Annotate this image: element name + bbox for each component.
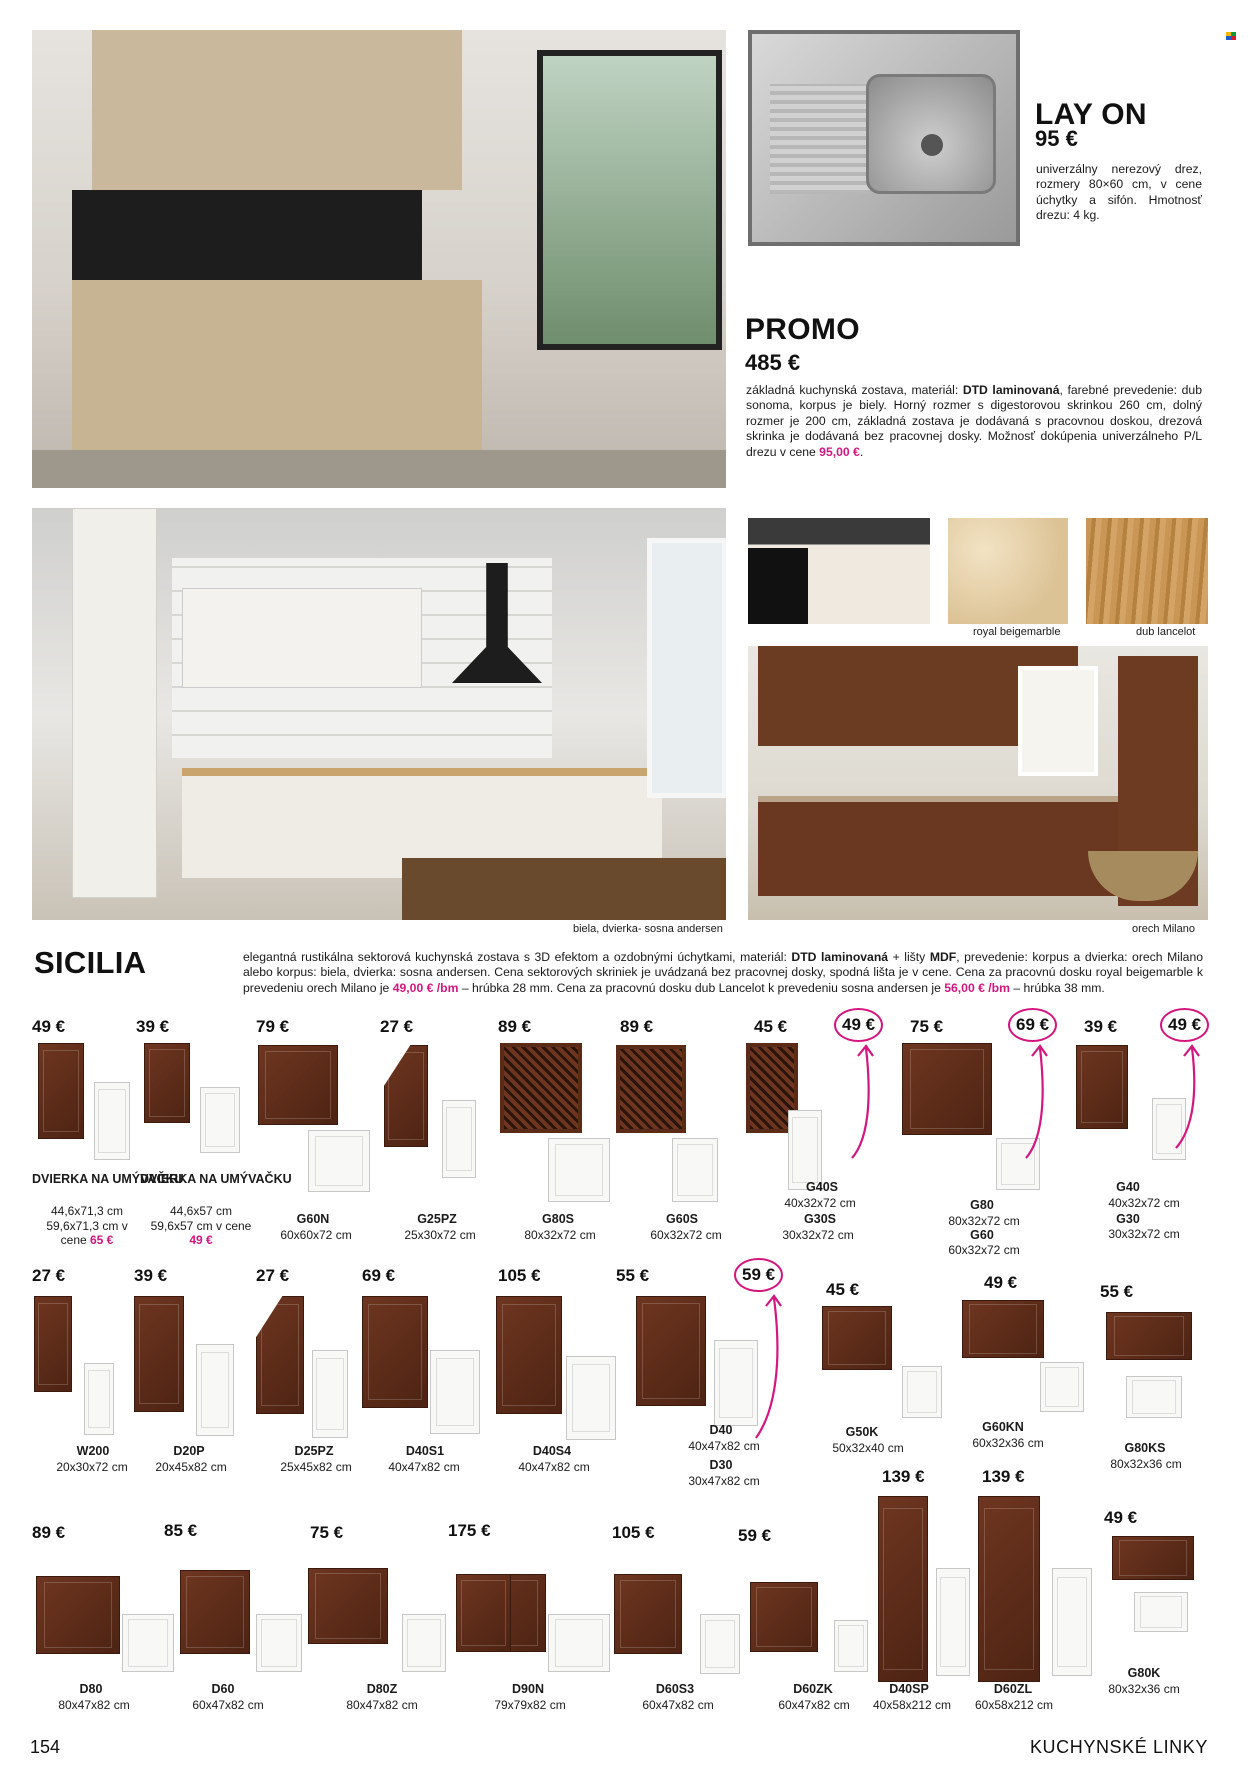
- product-code: D30: [709, 1458, 733, 1472]
- cabinet-white-oven: [834, 1620, 868, 1672]
- price: 49 €: [1104, 1508, 1138, 1527]
- cabinet-walnut-tall: [878, 1496, 928, 1682]
- product-code: G60N: [296, 1212, 330, 1226]
- arrow-pointer-g40s: [846, 1040, 886, 1160]
- product-dimensions: 40x32x72 cm: [784, 1196, 856, 1210]
- product-dimensions: 40x47x82 cm: [688, 1439, 760, 1453]
- cabinet-white: [84, 1363, 114, 1435]
- price: 75 €: [910, 1017, 944, 1036]
- cabinet-white: [312, 1350, 348, 1438]
- product-dimensions: 25x45x82 cm: [280, 1460, 352, 1474]
- cabinet-white: [1126, 1376, 1182, 1418]
- product-code: G25PZ: [417, 1212, 457, 1226]
- cabinet-walnut-corner-front: [456, 1574, 511, 1652]
- product-code: D25PZ: [294, 1444, 334, 1458]
- cabinet-white-drawers: [700, 1614, 740, 1674]
- product-dimensions: 25x30x72 cm: [404, 1228, 476, 1242]
- cabinet-white-tall: [936, 1568, 970, 1676]
- cabinet-white-drawers: [566, 1356, 616, 1440]
- kitchen-photo-promo: [32, 30, 726, 488]
- promo-price: 485 €: [745, 350, 801, 375]
- cabinet-white: [902, 1366, 942, 1418]
- product-dimensions: 44,6x71,3 cm 59,6x71,3 cm v cene 65 €: [46, 1204, 128, 1247]
- product-dimensions: 60x60x72 cm: [280, 1228, 352, 1242]
- product-code: D40S4: [532, 1444, 572, 1458]
- cabinet-walnut: [308, 1568, 388, 1644]
- product-code: D90N: [512, 1682, 544, 1696]
- product-code: G80S: [542, 1212, 574, 1226]
- product-code: G60S: [666, 1212, 698, 1226]
- price: 89 €: [620, 1017, 654, 1036]
- lay-on-price: 95 €: [1035, 126, 1078, 151]
- product-code: D80Z: [366, 1682, 398, 1696]
- product-code: D40: [709, 1423, 733, 1437]
- cabinet-walnut: [362, 1296, 428, 1408]
- cabinet-walnut: [902, 1043, 992, 1135]
- price: 105 €: [498, 1266, 541, 1285]
- product-dimensions: 60x32x36 cm: [972, 1436, 1044, 1450]
- product-code: D20P: [173, 1444, 205, 1458]
- product-dimensions: 60x47x82 cm: [192, 1698, 264, 1712]
- cabinet-walnut: [134, 1296, 184, 1412]
- price: 27 €: [32, 1266, 66, 1285]
- swatch-royal-beigemarble: [948, 518, 1068, 624]
- product-code: G80KS: [1124, 1441, 1166, 1455]
- promo-title: PROMO: [745, 313, 860, 346]
- product-code: D80: [79, 1682, 103, 1696]
- cabinet-walnut: [258, 1045, 338, 1125]
- price: 89 €: [498, 1017, 532, 1036]
- sicilia-title: SICILIA: [34, 945, 147, 980]
- price: 139 €: [882, 1467, 925, 1486]
- product-code: G30S: [804, 1212, 836, 1226]
- price: 39 €: [1084, 1017, 1118, 1036]
- cabinet-walnut-drawers: [496, 1296, 562, 1414]
- product-code: D40SP: [889, 1682, 929, 1696]
- product-dimensions: 79x79x82 cm: [494, 1698, 566, 1712]
- product-code: D60S3: [655, 1682, 695, 1696]
- cabinet-walnut: [636, 1296, 706, 1406]
- product-dimensions: 44,6x57 cm 59,6x57 cm v cene 49 €: [150, 1204, 252, 1247]
- price-circled: 69 €: [1008, 1008, 1057, 1042]
- cabinet-white-tall: [1052, 1568, 1092, 1676]
- price: 79 €: [256, 1017, 290, 1036]
- product-dimensions: 80x47x82 cm: [58, 1698, 130, 1712]
- cabinet-walnut-tall: [978, 1496, 1040, 1682]
- product-dimensions: 80x32x36 cm: [1110, 1457, 1182, 1471]
- caption-biela: biela, dvierka- sosna andersen: [573, 923, 723, 935]
- arrow-pointer-g40: [1172, 1040, 1212, 1150]
- product-code: G80K: [1127, 1666, 1161, 1680]
- cabinet-white: [788, 1110, 822, 1190]
- product-code: W200: [76, 1444, 110, 1458]
- cabinet-white: [256, 1614, 302, 1672]
- price: 27 €: [380, 1017, 414, 1036]
- price: 69 €: [362, 1266, 396, 1285]
- promo-description: základná kuchynská zostava, materiál: DTD laminovaná, farebné prevedenie: dub sonoma, korpus je biely. Horný rozmer s digestorovou skrinkou 260 cm, dolný rozmer je 200 cm, základná zostava je dodávaná s pracovnou doskou, drezová skrinka je dodávaná bez pracovnej dosky. Možnosť dokúpenia univerzálneho P/L drezu v cene 95,00 €.: [746, 383, 1202, 459]
- cabinet-white: [122, 1614, 174, 1672]
- product-dimensions: 60x58x212 cm: [974, 1698, 1054, 1712]
- arrow-pointer-d40: [752, 1290, 792, 1440]
- brand-flag-icon: [1226, 32, 1236, 40]
- product-dimensions: 50x32x40 cm: [832, 1441, 904, 1455]
- cabinet-walnut: [1112, 1536, 1194, 1580]
- cabinet-walnut-drawers: [614, 1574, 682, 1654]
- cabinet-white: [548, 1614, 610, 1672]
- price: 27 €: [256, 1266, 290, 1285]
- price: 75 €: [310, 1523, 344, 1542]
- product-dimensions: 80x32x72 cm: [524, 1228, 596, 1242]
- kitchen-photo-white: [32, 508, 726, 920]
- product-code: D40S1: [405, 1444, 445, 1458]
- product-dimensions: 20x30x72 cm: [56, 1460, 128, 1474]
- product-code: DVIERKA NA UMÝVAČKU: [140, 1172, 292, 1186]
- product-dimensions: 30x32x72 cm: [1108, 1227, 1180, 1241]
- cabinet-walnut-glass: [500, 1043, 582, 1133]
- kitchen-photo-walnut: [748, 646, 1208, 920]
- price-circled: 49 €: [834, 1008, 883, 1042]
- price: 105 €: [612, 1523, 655, 1542]
- product-code: G80: [970, 1198, 994, 1212]
- arrow-pointer-g60: [1020, 1040, 1060, 1160]
- cabinet-walnut: [180, 1570, 250, 1654]
- product-dimensions: 60x32x72 cm: [948, 1243, 1020, 1257]
- sink-photo: [748, 30, 1020, 246]
- price-circled: 49 €: [1160, 1008, 1209, 1042]
- product-dimensions: 80x47x82 cm: [346, 1698, 418, 1712]
- product-code: D60: [211, 1682, 235, 1696]
- category-label: KUCHYNSKÉ LINKY: [1029, 1737, 1208, 1757]
- product-code: D60ZK: [793, 1682, 833, 1696]
- price: 49 €: [984, 1273, 1018, 1292]
- cabinet-walnut: [1106, 1312, 1192, 1360]
- price: 139 €: [982, 1467, 1025, 1486]
- cabinet-walnut: [1076, 1045, 1128, 1129]
- cabinet-walnut: [144, 1043, 190, 1123]
- cabinet-white: [94, 1082, 130, 1160]
- cabinet-walnut: [384, 1045, 428, 1147]
- cabinet-walnut-oven: [750, 1582, 818, 1652]
- product-dimensions: 20x45x82 cm: [155, 1460, 227, 1474]
- caption-lancelot: dub lancelot: [1136, 626, 1196, 638]
- cabinet-walnut-glass: [616, 1045, 686, 1133]
- price: 175 €: [448, 1521, 491, 1540]
- cabinet-walnut: [34, 1296, 72, 1392]
- cabinet-white: [1040, 1362, 1084, 1412]
- page-number: 154: [30, 1737, 61, 1757]
- product-code: G60KN: [982, 1420, 1024, 1434]
- product-code: G30: [1116, 1212, 1140, 1226]
- cabinet-white: [200, 1087, 240, 1153]
- price: 45 €: [826, 1280, 860, 1299]
- product-dimensions: 40x47x82 cm: [518, 1460, 590, 1474]
- cabinet-white: [1134, 1592, 1188, 1632]
- product-code: D60ZL: [993, 1682, 1033, 1696]
- product-dimensions: 30x32x72 cm: [782, 1228, 854, 1242]
- product-dimensions: 80x32x72 cm: [948, 1214, 1020, 1228]
- lay-on-description: univerzálny nerezový drez, rozmery 80×60 cm, v cene úchytky a sifón. Hmotnosť drezu: 4 kg.: [1036, 162, 1202, 223]
- product-dimensions: 60x47x82 cm: [642, 1698, 714, 1712]
- cabinet-white: [308, 1130, 370, 1192]
- cabinet-walnut: [256, 1296, 304, 1414]
- swatch-dub-lancelot: [1086, 518, 1208, 624]
- cabinet-white: [430, 1350, 480, 1434]
- cabinet-walnut: [38, 1043, 84, 1139]
- cabinet-white: [548, 1138, 610, 1202]
- product-code: G40S: [806, 1180, 838, 1194]
- price-circled: 59 €: [734, 1258, 783, 1292]
- product-code: G50K: [845, 1425, 879, 1439]
- price: 49 €: [32, 1017, 66, 1036]
- product-dimensions: 30x47x82 cm: [688, 1474, 760, 1488]
- price: 45 €: [754, 1017, 788, 1036]
- product-code: G40: [1116, 1180, 1140, 1194]
- product-code: DVIERKA NA UMÝVAČKU: [32, 1172, 184, 1186]
- cabinet-walnut: [36, 1576, 120, 1654]
- cabinet-white: [196, 1344, 234, 1436]
- caption-orech: orech Milano: [1132, 923, 1195, 935]
- product-dimensions: 40x32x72 cm: [1108, 1196, 1180, 1210]
- price: 55 €: [1100, 1282, 1134, 1301]
- price: 39 €: [134, 1266, 168, 1285]
- price: 89 €: [32, 1523, 66, 1542]
- product-dimensions: 60x47x82 cm: [778, 1698, 850, 1712]
- price: 59 €: [738, 1526, 772, 1545]
- product-dimensions: 60x32x72 cm: [650, 1228, 722, 1242]
- cabinet-white: [672, 1138, 718, 1202]
- caption-royal: royal beigemarble: [973, 626, 1061, 638]
- lay-on-title: LAY ON: [1035, 98, 1147, 131]
- product-dimensions: 40x47x82 cm: [388, 1460, 460, 1474]
- price: 85 €: [164, 1521, 198, 1540]
- cabinet-walnut: [962, 1300, 1044, 1358]
- price: 39 €: [136, 1017, 170, 1036]
- sicilia-description: elegantná rustikálna sektorová kuchynská zostava s 3D efektom a ozdobnými úchytkami, materiál: DTD laminovaná + lišty MDF, prevedenie: korpus a dvierka: orech Milano alebo korpus: biela, dvierka: sosna andersen. Cena sektorových skriniek je uvádzaná bez pracovnej dosky, spodná lišta je v cene. Cena za pracovnú dosku royal beigemarble k prevedeniu orech Milano je 49,00 € /bm – hrúbka 28 mm. Cena za pracovnú dosku dub Lancelot k prevedeniu sosna andersen je 56,00 € /bm – hrúbka 38 mm.: [243, 950, 1203, 995]
- product-dimensions: 80x32x36 cm: [1108, 1682, 1180, 1696]
- cabinet-white: [402, 1614, 446, 1672]
- product-code: G60: [970, 1228, 994, 1242]
- cabinet-white: [442, 1100, 476, 1178]
- swatch-kitchen-photo: [748, 518, 930, 624]
- product-dimensions: 40x58x212 cm: [872, 1698, 952, 1712]
- cabinet-walnut: [822, 1306, 892, 1370]
- price: 55 €: [616, 1266, 650, 1285]
